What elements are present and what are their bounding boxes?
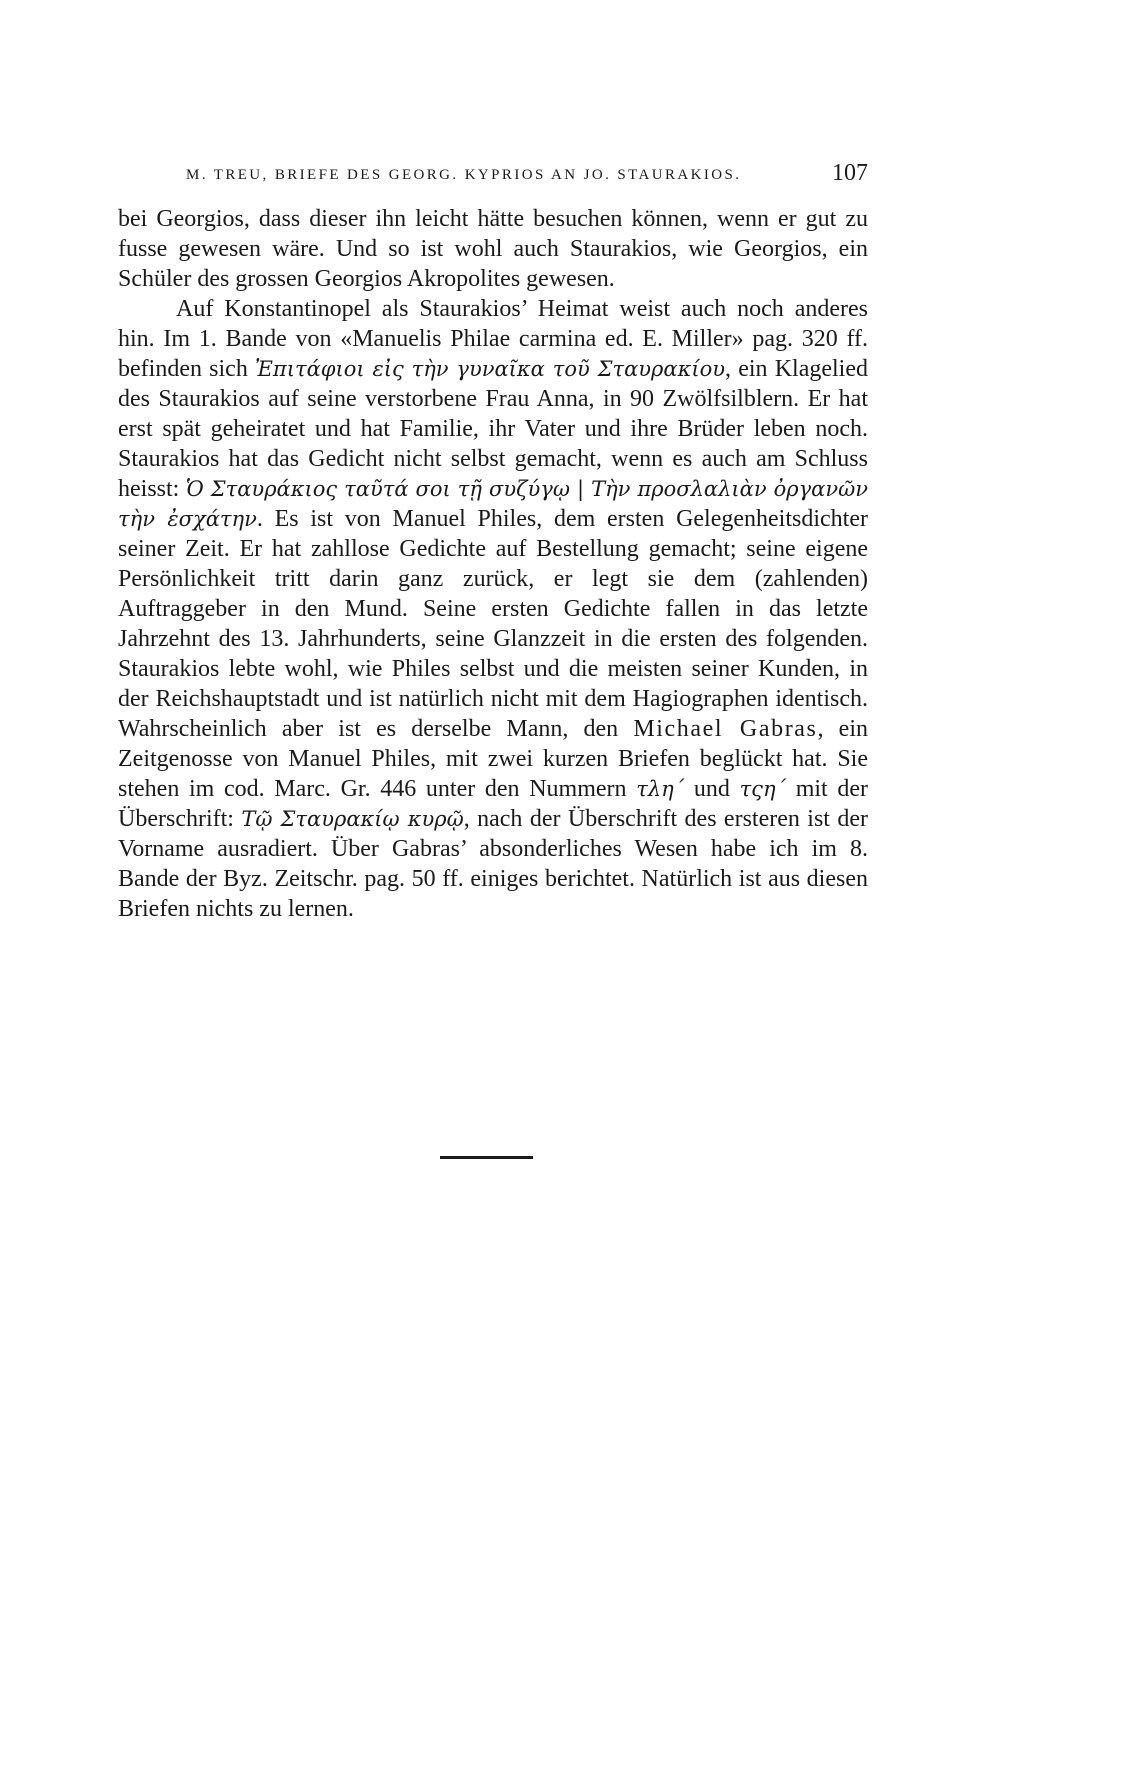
paragraph-2-text-5: und bbox=[684, 776, 740, 802]
paragraph-2-text-7: , nach der Überschrift des ersteren ist der Vorname ausradiert. Über Gabras’ absonderliches Wesen habe ich im 8. Bande der Byz. Zeitschr. pag. 50 ff. einiges berichtet. Natürlich ist aus diesen Briefen nichts zu lernen. bbox=[118, 806, 868, 922]
paragraph-2 bbox=[118, 294, 868, 924]
body-text bbox=[118, 204, 868, 924]
greek-title-epitaphioi: Ἐπιτάφιοι εἰς τὴν γυναῖκα τοῦ Σταυρακίου bbox=[255, 357, 725, 381]
end-rule bbox=[440, 1156, 533, 1159]
running-head bbox=[186, 160, 868, 190]
paragraph-2-text-3: . Es ist von Manuel Philes, dem ersten Gelegenheitsdichter seiner Zeit. Er hat zahllose Gedichte auf Bestellung gemacht; seine eigene Persönlichkeit tritt darin ganz zurück, er legt sie dem (zahlenden) Auftraggeber in den Mund. Seine ersten Gedichte fallen in das letzte Jahrzehnt des 13. Jahrhunderts, seine Glanzzeit in die ersten des folgenden. Staurakios lebte wohl, wie Philes selbst und die meisten seiner Kunden, in der Reichshauptstadt und ist natürlich nicht mit dem Hagiographen identisch. Wahrscheinlich aber ist es derselbe Mann, den bbox=[118, 506, 868, 742]
paragraph-1 bbox=[118, 204, 868, 294]
paragraph-2-text-2: , ein Klagelied des Staurakios auf seine verstorbene Frau Anna, in 90 Zwölfsilblern. Er hat erst spät geheiratet und hat Familie, ihr Vater und ihre Brüder leben noch. Staurakios hat das Gedicht nicht selbst gemacht, wenn es auch am Schluss heisst: bbox=[118, 356, 869, 502]
name-michael-gabras: Michael Gabras bbox=[633, 716, 818, 742]
paragraph-2-text-4: , ein Zeitgenosse von Manuel Philes, mit zwei kurzen Briefen beglückt hat. Sie stehen im cod. Marc. Gr. 446 unter den Nummern bbox=[118, 716, 868, 802]
paragraph-2-text-6: mit der Überschrift: bbox=[118, 776, 869, 832]
page-number: 107 bbox=[832, 160, 868, 186]
paragraph-1-text: bei Georgios, dass dieser ihn leicht hätte besuchen können, wenn er gut zu fusse gewesen wäre. Und so ist wohl auch Staurakios, wie Georgios, ein Schüler des grossen Georgios Akropolites gewesen. bbox=[118, 206, 868, 292]
greek-superscription: Τῷ Σταυρακίῳ κυρῷ bbox=[241, 807, 464, 831]
paragraph-2-text-1: Auf Konstantinopel als Staurakios’ Heimat weist auch noch anderes hin. Im 1. Bande von «Manuelis Philae carmina ed. E. Miller» pag. 320 ff. befinden sich bbox=[118, 296, 868, 382]
greek-quote-staurakios: Ὁ Σταυράκιος ταῦτά σοι τῇ συζύγῳ | Τὴν προσλαλιὰν ὀργανῶν τὴν ἐσχάτην bbox=[118, 477, 868, 531]
greek-number-2: τςη´ bbox=[739, 777, 787, 801]
running-title: M. TREU, BRIEFE DES GEORG. KYPRIOS AN JO. STAURAKIOS. bbox=[186, 167, 742, 183]
greek-number-1: τλη´ bbox=[636, 777, 685, 801]
